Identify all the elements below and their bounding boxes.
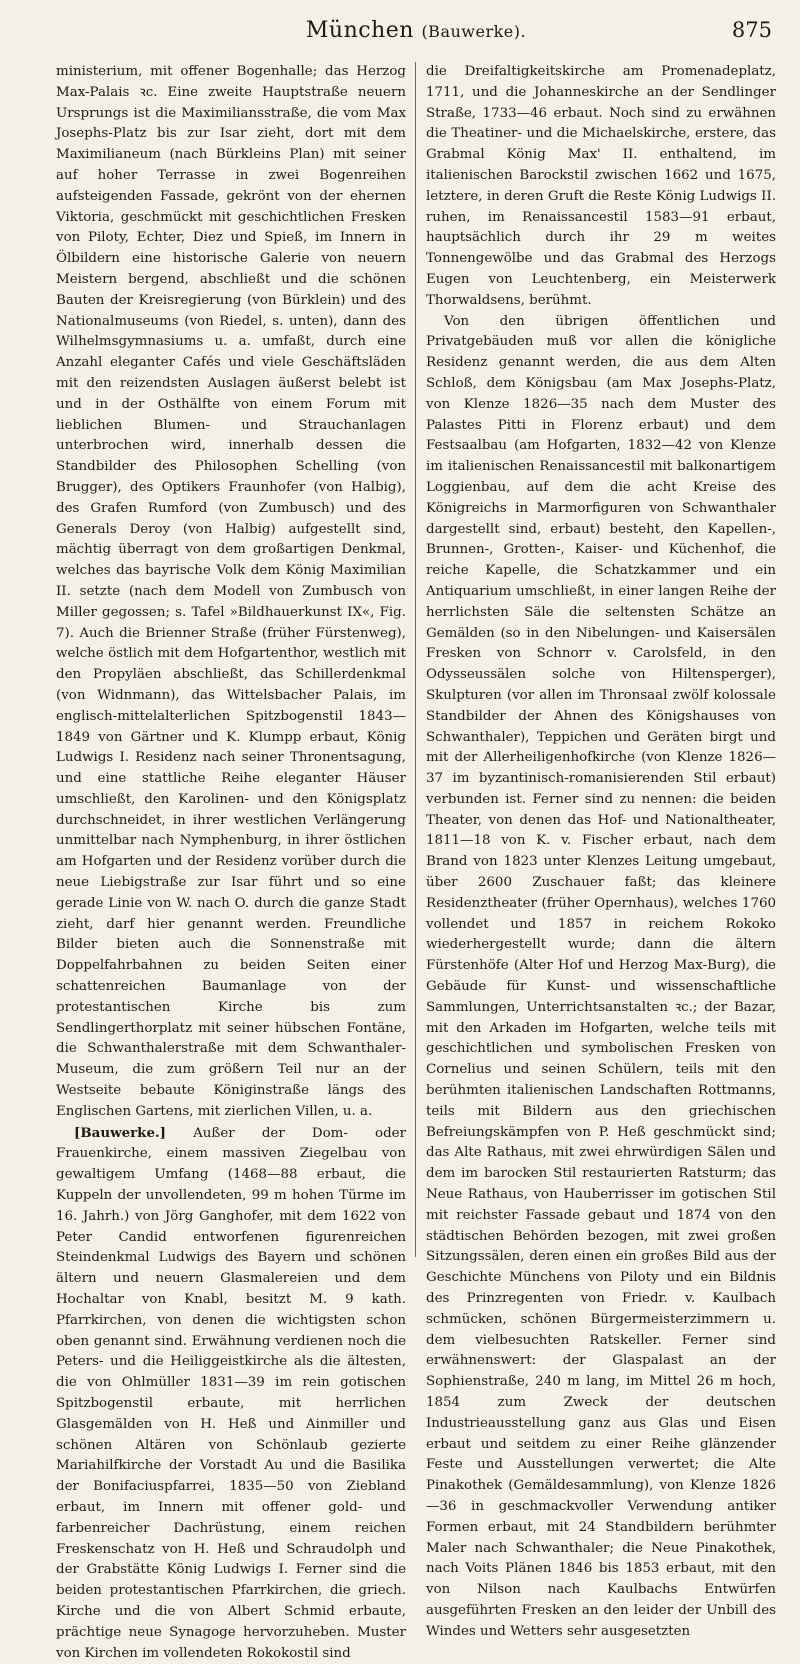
running-title-text: München [305, 18, 414, 43]
right-paragraph-2: Von den übrigen öffentlichen und Privatgebäuden muß vor allen die königliche Residenz genannt werden, die aus dem Alten Schloß, dem Königsbau (am Max Josephs-Platz, von Klenze 1826—35 nach dem Muster des Palastes Pitti in Florenz erbaut) und dem Festsaalbau (am Hofgarten, 1832—42 von Klenze im italienischen Renaissancestil mit balkonartigem Loggienbau, auf dem die acht Kreise des Königreichs in Marmorfiguren von Schwanthaler dargestellt sind, erbaut) besteht, den Kapellen-, Brunnen-, Grotten-, Kaiser- und Küchenhof, die reiche Kapelle, die Schatzkammer und ein Antiquarium umschließt, in einer langen Reihe der herrlichsten Säle die seltensten Schätze an Gemälden (so in den Nibelungen- und Kaisersälen Fresken von Schnorr v. Carolsfeld, in den Odysseussälen solche von Hiltensperger), Skulpturen (vor allen im Thronsaal zwölf kolossale Standbilder der Ahnen des Königshauses von Schwanthaler), Teppichen und Geräten birgt und mit der Allerheiligenhofkirche (von Klenze 1826—37 im byzantinisch-romanisierenden Stil erbaut) verbunden ist. Ferner sind zu nennen: die beiden Theater, von denen das Hof- und Nationaltheater, 1811—18 von K. v. Fischer erbaut, nach dem Brand von 1823 unter Klenzes Leitung umgebaut, über 2600 Zuschauer faßt; das kleinere Residenztheater (früher Opernhaus), welches 1760 vollendet und 1857 in reichem Rokoko wiederhergestellt wurde; dann die ältern Fürstenhöfe (Alter Hof und Herzog Max-Burg), die Gebäude für Kunst- und wissenschaftliche Sammlungen, Unterrichtsanstalten ꝛc.; der Bazar, mit den Arkaden im Hofgarten, welche teils mit geschichtlichen und symbolischen Fresken von Cornelius und seinen Schülern, teils mit den berühmten italienischen Landschaften Rottmanns, teils mit Bildern aus den griechischen Befreiungskämpfen von P. Heß geschmückt sind; das Alte Rathaus, mit zwei ehrwürdigen Sälen und dem im barocken Stil restaurierten Ratsturm; das Neue Rathaus, von Hauberrisser im gotischen Stil mit reichster Fassade gebaut und 1874 von den städtischen Behörden bezogen, mit zwei großen Sitzungssälen, deren einen ein großes Bild aus der Geschichte Münchens von Piloty und ein Bildnis des Prinzregenten von Friedr. v. Kaulbach schmücken, schönen Bürgermeisterzimmern u. dem vielbesuchten Ratskeller. Ferner sind erwähnenswert: der Glaspalast an der Sophienstraße, 240 m lang, im Mittel 26 m hoch, 1854 zum Zweck der deutschen Industrieausstellung ganz aus Glas und Eisen erbaut und seitdem zu einer Reihe glänzender Feste und Ausstellungen verwertet; die Alte Pinakothek (Gemäldesammlung), von Klenze 1826—36 in geschmackvoller Verwendung antiker Formen erbaut, mit 24 Standbildern berühmter Maler nach Schwanthaler; die Neue Pinakothek, nach Voits Plänen 1846 bis 1853 erbaut, mit den von Nilson nach Kaulbachs Entwürfen ausgeführten Fresken an den leider der Unbill des Windes und Wetters sehr ausgesetzten [426, 313, 776, 1639]
running-title [56, 18, 776, 43]
right-paragraph-1: die Dreifaltigkeitskirche am Promenadeplatz, 1711, und die Johanneskirche an der Sendlinger Straße, 1733—46 erbaut. Noch sind zu erwähnen die Theatiner- und die Michaelskirche, erstere, das Grabmal König Max' II. enthaltend, im italienischen Barockstil zwischen 1662 und 1675, letztere, in deren Gruft die Reste König Ludwigs II. ruhen, im Renaissancestil 1583—91 erbaut, hauptsächlich durch ihr 29 m weites Tonnengewölbe und das Grabmal des Herzogs Eugen von Leuchtenberg, ein Meisterwerk Thorwaldsens, berühmt. [426, 64, 776, 308]
running-subtitle: (Bauwerke). [421, 22, 527, 41]
left-paragraph-2 [56, 1123, 406, 1664]
section-label-bauwerke: [Bauwerke.] [74, 1124, 166, 1141]
left-paragraph-2-text: Außer der Dom- oder Frauenkirche, einem massiven Ziegelbau von gewaltigem Umfang (1468—88 erbaut, die Kuppeln der unvollendeten, 99 m hohen Türme im 16. Jahrh.) von Jörg Ganghofer, mit dem 1622 von Peter Candid entworfenen figurenreichen Steindenkmal Ludwigs des Bayern und schönen ältern und neuern Glasmalereien und dem Hochaltar von Knabl, besitzt M. 9 kath. Pfarrkirchen, von denen die wichtigsten schon oben genannt sind. Erwähnung verdienen noch die Peters- und die Heiliggeistkirche als die ältesten, die von Ohlmüller 1831—39 im rein gotischen Spitzbogenstil erbaute, mit herrlichen Glasgemälden von H. Heß und Ainmiller und schönen Altären von Schönlaub gezierte Mariahilfkirche der Vorstadt Au und die Basilika der Bonifaciuspfarrei, 1835—50 von Ziebland erbaut, im Innern mit offener gold- und farbenreicher Dachrüstung, einem reichen Freskenschatz von H. Heß und Schraudolph und der Grabstätte König Ludwigs I. Ferner sind die beiden protestantischen Pfarrkirchen, die griech. Kirche und die von Albert Schmid erbaute, prächtige neue Synagoge hervorzuheben. Muster von Kirchen im vollendeten Rokokostil sind [56, 1125, 406, 1661]
body-columns [56, 62, 776, 1661]
page-number: 875 [731, 18, 772, 42]
right-column [426, 62, 776, 1639]
page-header [56, 10, 776, 44]
left-paragraph-1: ministerium, mit offener Bogenhalle; das Herzog Max-Palais ꝛc. Eine zweite Hauptstraße neuern Ursprungs ist die Maximiliansstraße, die vom Max Josephs-Platz bis zur Isar zieht, dort mit dem Maximilianeum (nach Bürkleins Plan) mit seiner auf hoher Terrasse in zwei Bogenreihen aufsteigenden Fassade, gekrönt von der ehernen Viktoria, geschmückt mit geschichtlichen Fresken von Piloty, Echter, Diez und Spieß, im Innern in Ölbildern eine historische Galerie von neuern Meistern bergend, abschließt und die schönen Bauten der Kreisregierung (von Bürklein) und des Nationalmuseums (von Riedel, s. unten), dann des Wilhelmsgymnasiums u. a. umfaßt, durch eine Anzahl eleganter Cafés und viele Geschäftsläden mit den reizendsten Auslagen äußerst belebt ist und in der Osthälfte von einem Forum mit lieblichen Blumen- und Strauchanlagen unterbrochen wird, innerhalb dessen die Standbilder des Philosophen Schelling (von Brugger), des Optikers Fraunhofer (von Halbig), des Grafen Rumford (von Zumbusch) und des Generals Deroy (von Halbig) aufgestellt sind, mächtig überragt von dem großartigen Denkmal, welches das bayrische Volk dem König Maximilian II. setzte (nach dem Modell von Zumbusch von Miller gegossen; s. Tafel »Bildhauerkunst IX«, Fig. 7). Auch die Brienner Straße (früher Fürstenweg), welche östlich mit dem Hofgartenthor, westlich mit den Propyläen abschließt, das Schillerdenkmal (von Widnmann), das Wittelsbacher Palais, im englisch-mittelalterlichen Spitzbogenstil 1843—1849 von Gärtner und K. Klumpp erbaut, König Ludwigs I. Residenz nach seiner Thronentsagung, und eine stattliche Reihe eleganter Häuser umschließt, den Karolinen- und den Königsplatz durchschneidet, in ihrer westlichen Verlängerung unmittelbar nach Nymphenburg, in ihrer östlichen am Hofgarten und der Residenz vorüber durch die neue Liebigstraße zur Isar führt und so eine gerade Linie von W. nach O. durch die ganze Stadt zieht, darf hier genannt werden. Freundliche Bilder bieten auch die Sonnenstraße mit Doppelfahrbahnen zu beiden Seiten einer schattenreichen Baumanlage von der protestantischen Kirche bis zum Sendlingerthorplatz mit seiner hübschen Fontäne, die Schwanthalerstraße mit dem Schwanthaler-Museum, die zum größern Teil nur an der Westseite bebaute Königinstraße längs des Englischen Gartens, mit zierlichen Villen, u. a. [56, 64, 406, 1119]
column-divider [415, 62, 416, 1257]
left-column [56, 62, 406, 1661]
